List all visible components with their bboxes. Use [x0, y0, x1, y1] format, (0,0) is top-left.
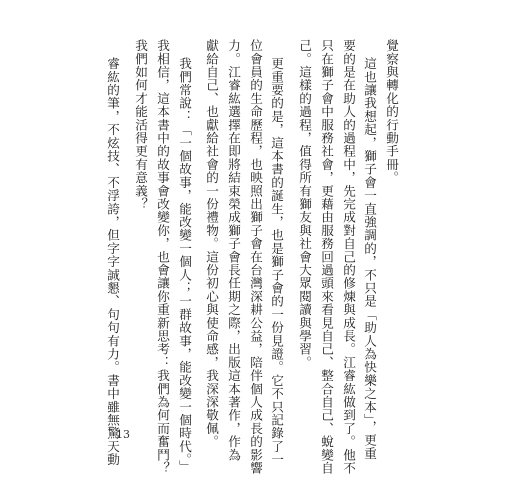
text-line-3: 要的是在助人的過程中，先完成對自己的修煉與成長。江睿紘做到了。他不 — [341, 39, 356, 475]
text-line-8: 力。江睿紘選擇在即將結束榮成獅子會長任期之際，出版這本著作，作為 — [226, 39, 241, 462]
text-line-1: 覺察與轉化的行動手冊。 — [384, 39, 399, 185]
text-line-9: 獻給自己、也獻給社會的一份禮物。這份初心與使命感，我深深敬佩。 — [204, 39, 219, 449]
text-line-5: 己。這樣的過程，值得所有獅友與社會大眾閱讀與學習。 — [297, 39, 312, 369]
text-line-7: 位會員的生命歷程，也映照出獅子會在台灣深耕公益，陪伴個人成長的影響 — [248, 39, 263, 475]
text-line-11: 我相信，這本書中的故事會改變你，也會讓你重新思考：我們為何而奮鬥？ — [155, 39, 170, 475]
text-line-6: 更重要的是，這本書的誕生，也是獅子會的一份見證。它不只記錄了一 — [269, 57, 284, 467]
text-line-13: 睿紘的筆，不炫技、不浮誇，但字字誠懇、句句有力。書中雖無驚天動 — [105, 57, 120, 467]
text-line-4: 只在獅子會中服務社會，更藉由服務回過頭來看見自己、整合自己、蛻變自 — [319, 39, 334, 475]
text-line-2: 這也讓我想起，獅子會一直強調的，不只是「助人為快樂之本」，更重 — [362, 57, 377, 460]
page-number: 13 — [116, 428, 130, 441]
text-line-12: 我們如何才能活得更有意義？ — [133, 39, 148, 211]
text-line-10: 我們常說：「一個故事，能改變一個人；一群故事，能改變一個時代。」 — [177, 57, 192, 474]
